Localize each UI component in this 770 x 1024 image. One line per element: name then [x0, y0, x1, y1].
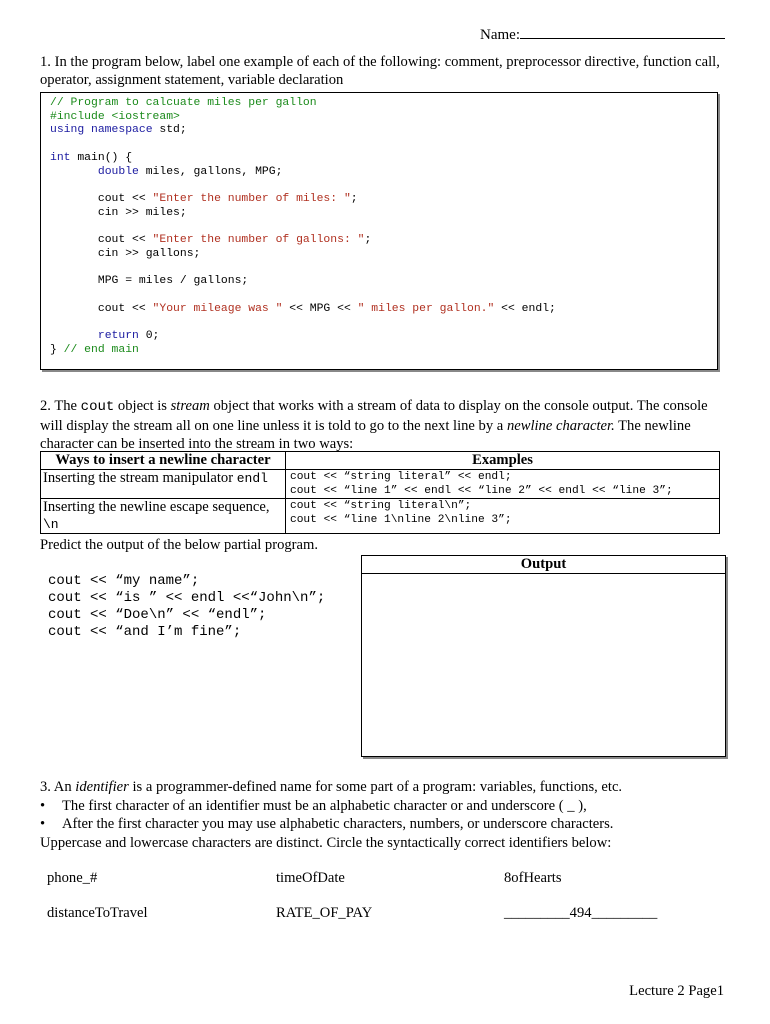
example-line: cout << “string literal\n”;: [290, 500, 472, 512]
page-footer: Lecture 2 Page1: [629, 983, 724, 999]
identifier-option[interactable]: phone_#: [47, 870, 98, 886]
table-header-ways: Ways to insert a newline character: [41, 452, 286, 470]
row-code: endl: [236, 471, 268, 486]
code-text: cout <<: [97, 234, 153, 247]
program-code: [41, 93, 717, 357]
output-header: Output: [362, 556, 725, 574]
table-cell-label: [41, 470, 286, 499]
row-code: \n: [43, 517, 59, 532]
code-text: miles, gallons, MPG;: [138, 165, 283, 178]
table-row: [41, 470, 720, 499]
bullet-icon: •: [40, 797, 46, 814]
code-text: 0;: [138, 329, 160, 342]
program-line: cout << “and I’m fine”;: [48, 624, 242, 640]
newline-table: [40, 451, 720, 534]
question-3: [40, 778, 740, 852]
q2-text: object that works with a stream of data to display on the console output. The console will display the stream all on one line unless it is told to go to the next line by a: [40, 398, 708, 434]
table-row: [41, 499, 720, 534]
code-text: ;: [350, 192, 358, 205]
bullet-text: The first character of an identifier must be an alphabetic character or and underscore ( _ ),: [62, 797, 587, 814]
code-string: "Enter the number of gallons: ": [152, 234, 365, 247]
identifier-option[interactable]: timeOfDate: [276, 870, 345, 886]
output-box[interactable]: [361, 555, 726, 757]
row-label: Inserting the stream manipulator: [43, 470, 237, 486]
code-text: << MPG <<: [282, 302, 358, 315]
name-blank[interactable]: [520, 24, 725, 39]
q3-text: is a programmer-defined name for some part of a program: variables, functions, etc.: [128, 779, 623, 795]
name-field: [480, 24, 725, 44]
q2-text: The newline character can be inserted into the stream in two ways:: [40, 417, 691, 452]
code-text: main() {: [70, 151, 133, 164]
code-keyword: int: [50, 151, 71, 164]
code-text: ;: [364, 234, 372, 247]
q2-text: object is: [114, 398, 171, 414]
identifier-option[interactable]: 8ofHearts: [504, 870, 562, 886]
q3-emphasis: identifier: [75, 779, 129, 795]
example-line: cout << “line 1\nline 2\nline 3”;: [290, 514, 512, 526]
table-header-row: [41, 452, 720, 470]
code-text: std;: [152, 124, 187, 137]
code-text: cout <<: [97, 192, 153, 205]
example-line: cout << “line 1” << endl << “line 2” << endl << “line 3”;: [290, 485, 673, 497]
q2-code: cout: [80, 399, 115, 415]
code-text: << endl;: [494, 302, 556, 315]
code-string: "Your mileage was ": [152, 302, 283, 315]
q2-emphasis: newline character.: [506, 417, 615, 434]
identifier-option[interactable]: distanceToTravel: [47, 905, 148, 921]
code-text: cin >> gallons;: [97, 247, 201, 260]
table-cell-examples: [286, 499, 720, 534]
identifier-option[interactable]: _________494_________: [504, 905, 658, 921]
code-text: MPG = miles / gallons;: [97, 275, 249, 288]
code-keyword: using namespace: [50, 124, 153, 137]
q3-text: 3. An: [40, 779, 76, 795]
table-cell-examples: [286, 470, 720, 499]
code-text: }: [50, 343, 64, 356]
q3-instruction: Uppercase and lowercase characters are distinct. Circle the syntactically correct identifiers below:: [40, 834, 612, 851]
code-keyword: return: [97, 329, 139, 342]
code-string: "Enter the number of miles: ": [152, 192, 351, 205]
partial-program: [48, 573, 325, 641]
program-line: cout << “my name”;: [48, 573, 200, 589]
q3-bullet-2: [40, 815, 740, 834]
code-keyword: double: [97, 165, 139, 178]
question-1: 1. In the program below, label one example of each of the following: comment, preprocessor directive, function call, operator, assignment statement, variable declaration: [40, 54, 720, 88]
q2-emphasis: stream: [170, 398, 210, 414]
code-comment: // Program to calcuate miles per gallon: [50, 97, 317, 109]
identifier-option[interactable]: RATE_OF_PAY: [276, 905, 373, 921]
code-include: #include <iostream>: [50, 110, 180, 123]
q2-text: 2. The: [40, 398, 81, 414]
row-label: Inserting the newline escape sequence,: [43, 499, 270, 515]
program-line: cout << “is ” << endl <<“John\n”;: [48, 590, 326, 606]
table-header-examples: Examples: [286, 452, 720, 470]
q3-intro: [40, 778, 740, 797]
code-text: cin >> miles;: [97, 206, 187, 219]
code-box: [40, 92, 718, 370]
code-comment: // end main: [63, 343, 139, 356]
predict-instruction: Predict the output of the below partial program.: [40, 537, 319, 553]
code-text: cout <<: [97, 302, 153, 315]
question-2: [40, 397, 730, 454]
table-cell-label: [41, 499, 286, 534]
q3-bullet-1: [40, 797, 740, 816]
example-line: cout << “string literal” << endl;: [290, 471, 512, 483]
bullet-icon: •: [40, 816, 46, 832]
code-string: " miles per gallon.": [357, 302, 495, 315]
program-line: cout << “Doe\n” << “endl”;: [48, 607, 267, 623]
name-label: Name:: [480, 27, 520, 43]
bullet-text: After the first character you may use alphabetic characters, numbers, or underscore characters.: [62, 816, 614, 832]
